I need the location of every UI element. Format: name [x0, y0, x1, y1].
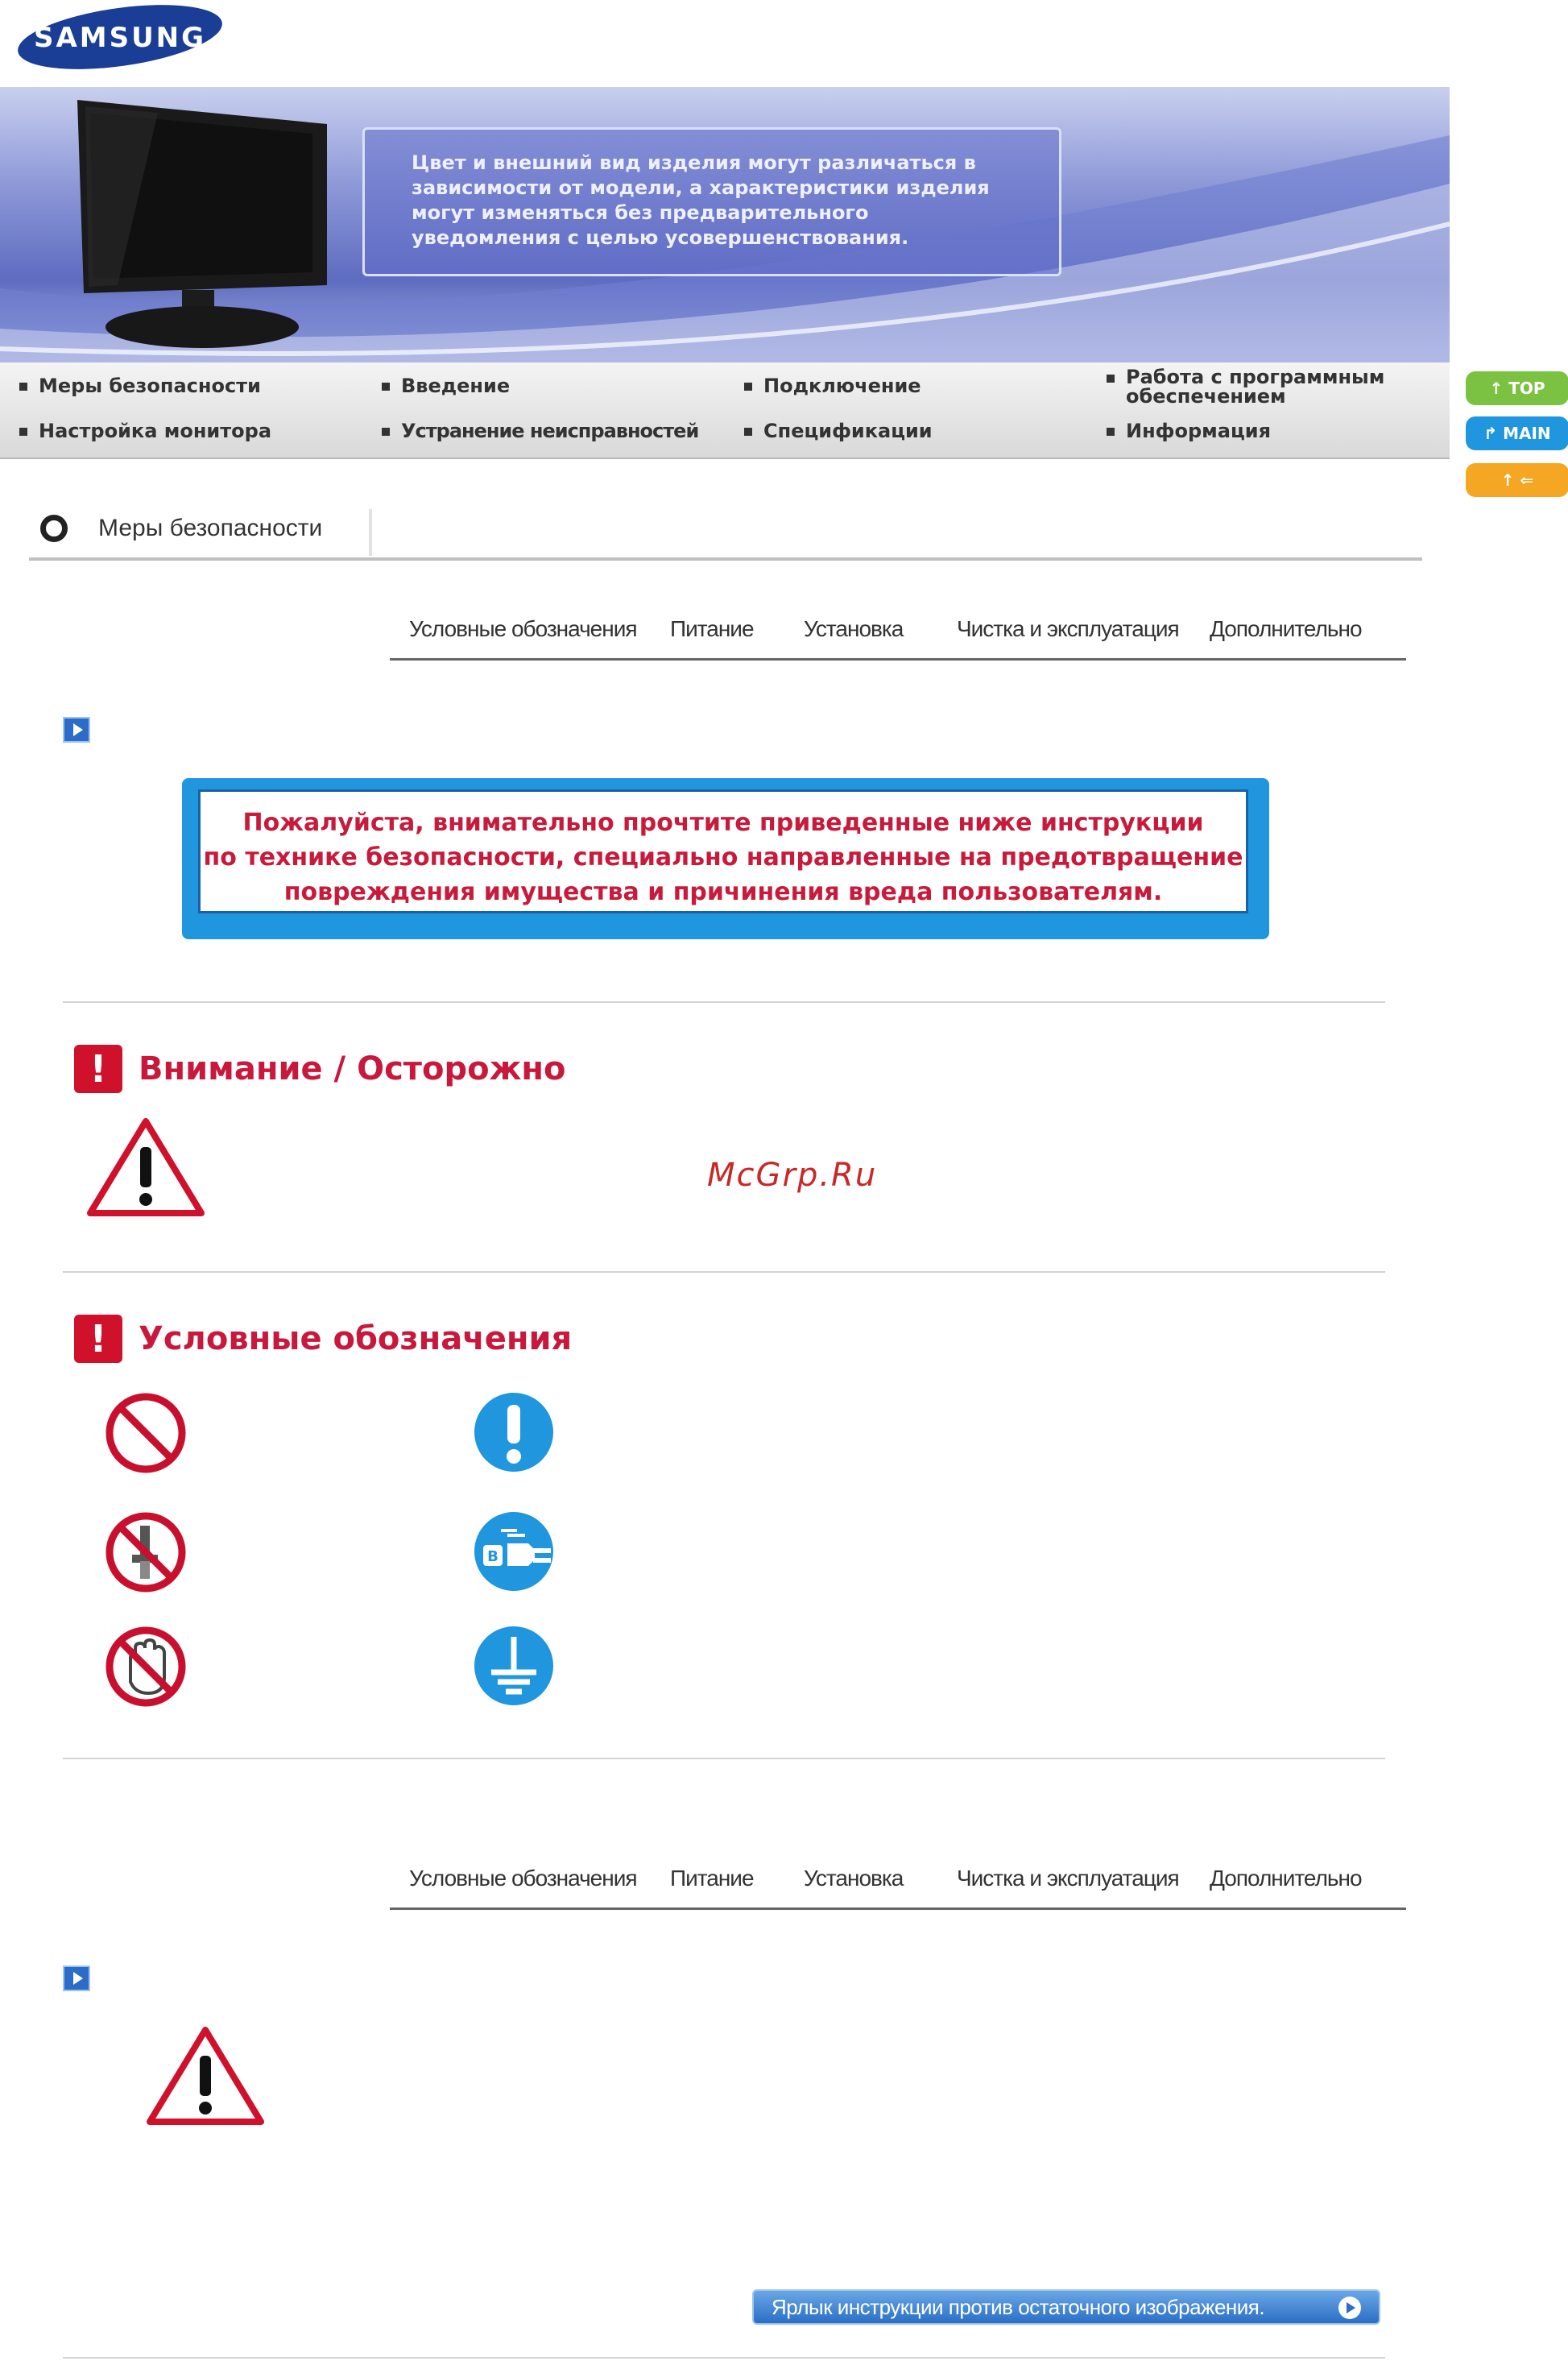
banner-notice-line: могут изменяться без предварительного	[412, 201, 869, 224]
nav-item-troubleshooting[interactable]: Устранение неисправностей	[379, 420, 698, 442]
banner-notice-line: уведомления с целью усовершенствования.	[412, 226, 909, 249]
monitor-image	[69, 100, 335, 358]
back-arrow-icon: ↑ ⇐	[1500, 470, 1534, 490]
watermark: McGrp.Ru	[707, 1157, 878, 1194]
nav-item-intro[interactable]: Введение	[379, 375, 510, 397]
warning-triangle-icon	[145, 2025, 266, 2128]
ground-icon	[472, 1624, 556, 1708]
afterimage-shortcut-label: Ярлык инструкции против остаточного изображения.	[772, 2295, 1265, 2319]
main-arrow-icon: ↱	[1483, 424, 1504, 443]
tab-cleaning[interactable]: Чистка и эксплуатация	[957, 616, 1179, 641]
tab-power[interactable]: Питание	[670, 1866, 754, 1891]
tab-power[interactable]: Питание	[670, 616, 754, 641]
subnav-top	[390, 610, 1406, 661]
safety-notice-text	[198, 789, 1248, 913]
main-nav	[0, 362, 1450, 459]
nav-item-specifications[interactable]: Спецификации	[741, 420, 933, 442]
divider	[63, 1271, 1385, 1273]
divider	[63, 1001, 1385, 1003]
afterimage-shortcut-button[interactable]	[752, 2289, 1380, 2325]
unplug-icon	[472, 1510, 556, 1593]
symbols-heading: Условные обозначения	[139, 1320, 573, 1357]
do-not-disassemble-icon	[103, 1510, 188, 1595]
hero-banner	[0, 87, 1450, 362]
tab-installation[interactable]: Установка	[804, 616, 904, 641]
do-not-touch-icon	[103, 1624, 188, 1709]
exclamation-icon: !	[74, 1045, 122, 1093]
back-button[interactable]	[1466, 463, 1568, 497]
warning-triangle-icon	[85, 1116, 206, 1220]
prohibited-icon	[103, 1390, 188, 1476]
divider	[63, 2357, 1385, 2359]
nav-item-adjust-monitor[interactable]: Настройка монитора	[16, 420, 271, 442]
tab-other[interactable]: Дополнительно	[1210, 616, 1362, 641]
tab-cleaning[interactable]: Чистка и эксплуатация	[957, 1866, 1179, 1891]
subnav-bottom	[390, 1859, 1406, 1910]
tab-other[interactable]: Дополнительно	[1210, 1866, 1362, 1891]
nav-item-connection[interactable]: Подключение	[741, 375, 921, 397]
nav-item-information[interactable]: Информация	[1103, 420, 1271, 442]
play-marker-icon	[63, 1965, 90, 1991]
top-button[interactable]	[1466, 371, 1568, 405]
banner-notice	[362, 127, 1061, 276]
divider	[63, 1758, 1385, 1759]
section-rule	[29, 557, 1422, 561]
tab-installation[interactable]: Установка	[804, 1866, 904, 1891]
banner-notice-line: Цвет и внешний вид изделия могут различаться в	[412, 151, 976, 174]
svg-text:B: B	[487, 1548, 499, 1565]
arrow-right-icon	[1338, 2297, 1361, 2319]
logo-text: SAMSUNG	[33, 22, 207, 54]
main-label: MAIN	[1503, 424, 1551, 443]
safety-notice-line: по технике безопасности, специально направленные на предотвращение	[203, 843, 1243, 872]
title-separator	[369, 509, 372, 556]
up-arrow-icon: ↑	[1489, 379, 1509, 398]
main-button[interactable]	[1466, 416, 1568, 450]
important-icon	[472, 1390, 556, 1474]
samsung-logo[interactable]	[14, 3, 225, 71]
nav-item-safety[interactable]: Меры безопасности	[16, 375, 261, 397]
section-title: Меры безопасности	[98, 515, 323, 541]
play-marker-icon	[63, 717, 90, 743]
tab-symbols[interactable]: Условные обозначения	[409, 1866, 637, 1891]
nav-item-software[interactable]: Работа с программным обеспечением	[1103, 367, 1448, 406]
banner-notice-line: зависимости от модели, а характеристики изделия	[412, 176, 990, 199]
section-bullet-icon	[40, 515, 68, 542]
tab-symbols[interactable]: Условные обозначения	[409, 616, 637, 641]
safety-notice-box	[182, 778, 1269, 939]
safety-notice-line: Пожалуйста, внимательно прочтите приведенные ниже инструкции	[242, 809, 1204, 837]
exclamation-icon: !	[74, 1315, 122, 1363]
safety-notice-line: повреждения имущества и причинения вреда пользователям.	[283, 878, 1163, 906]
top-label: TOP	[1508, 379, 1545, 398]
caution-heading: Внимание / Осторожно	[139, 1050, 566, 1087]
